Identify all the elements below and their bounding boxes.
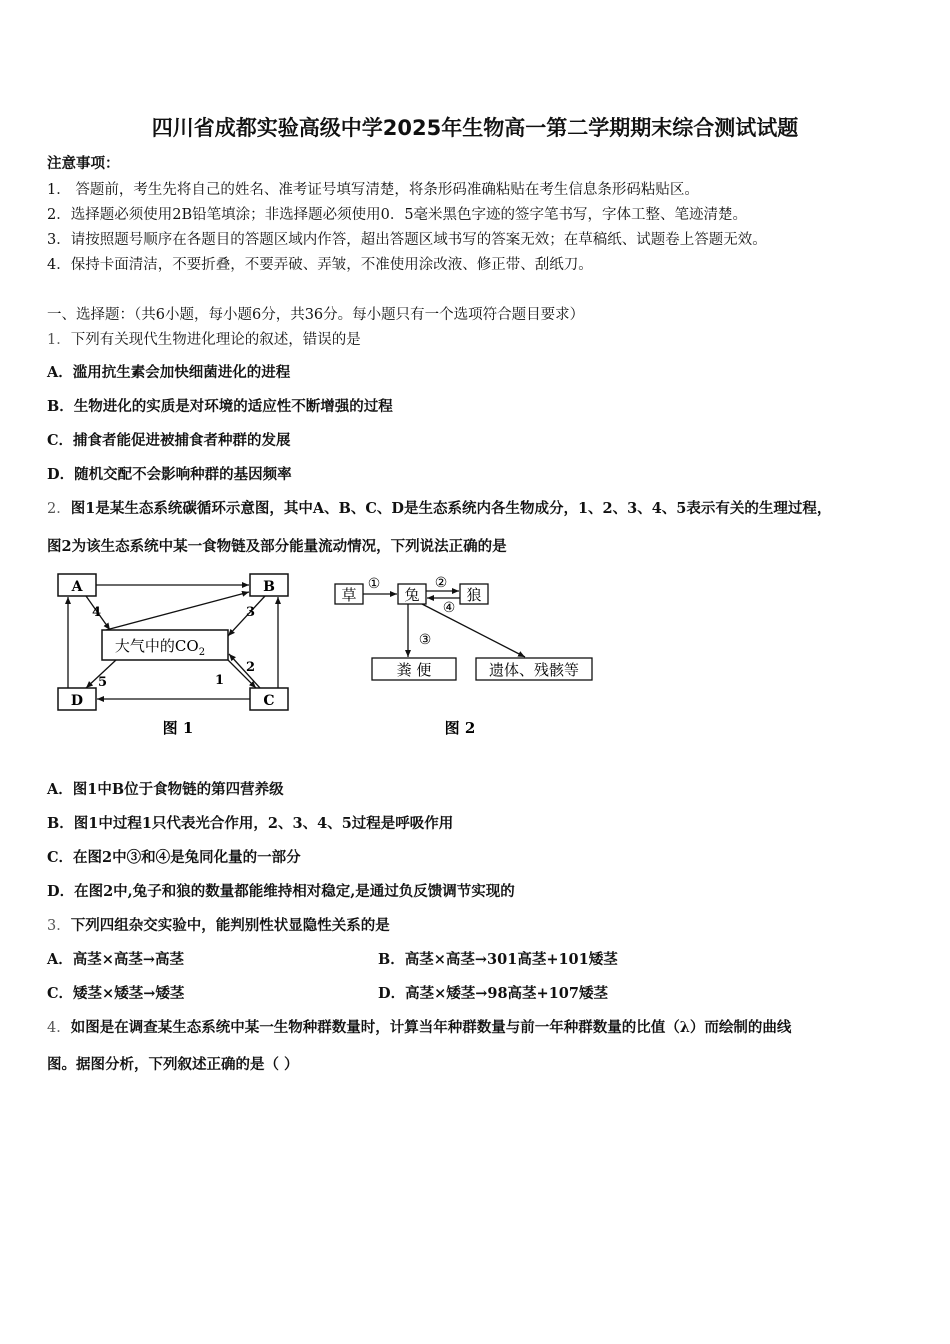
question-stem: 下列有关现代生物进化理论的叙述，错误的是 — [70, 332, 361, 348]
q1-option-b: B．生物进化的实质是对环境的适应性不断增强的过程 — [47, 398, 393, 415]
q1-option-a: A．滥用抗生素会加快细菌进化的进程 — [47, 364, 291, 381]
node-c-label: C — [263, 693, 275, 709]
question-4 — [47, 1016, 791, 1037]
question-number: 3． — [47, 918, 71, 934]
q2-option-b: B．图1中过程1只代表光合作用，2、3、4、5过程是呼吸作用 — [47, 815, 454, 832]
remains-label: 遗体、残骸等 — [488, 661, 580, 679]
circle-4-label: ④ — [442, 600, 456, 616]
section-heading: 一、选择题：（共6小题，每小题6分，共36分。每小题只有一个选项符合题目要求） — [47, 307, 585, 323]
q2-option-a: A．图1中B位于食物链的第四营养级 — [47, 781, 284, 798]
process-4-label: 4 — [92, 605, 102, 620]
circle-1-label: ① — [367, 576, 381, 592]
q2-option-c: C．在图2中③和④是兔同化量的一部分 — [47, 849, 301, 866]
q3-option-a: A．高茎×高茎→高茎 — [47, 951, 185, 968]
process-1-label: 1 — [215, 673, 225, 688]
node-a-label: A — [71, 579, 83, 595]
figure-2-caption: 图 2 — [444, 719, 476, 737]
circle-2-label: ② — [434, 575, 448, 591]
question-number: 1． — [47, 332, 71, 348]
q2-option-d: D．在图2中,兔子和狼的数量都能维持相对稳定,是通过负反馈调节实现的 — [47, 883, 515, 900]
feces-label: 粪 便 — [396, 661, 432, 679]
process-5-label: 5 — [98, 675, 108, 690]
rabbit-label: 兔 — [404, 586, 420, 604]
question-1 — [47, 328, 361, 349]
grass-label: 草 — [341, 586, 357, 604]
q3-option-b: B．高茎×高茎→301高茎+101矮茎 — [378, 951, 618, 968]
figure-1-caption: 图 1 — [162, 719, 194, 737]
question-2 — [47, 497, 831, 518]
figure-2-food-chain — [330, 568, 600, 743]
notice-item-4: 4．保持卡面清洁，不要折叠，不要弄破、弄皱，不准使用涂改液、修正带、刮纸刀。 — [47, 257, 593, 273]
circle-3-label: ③ — [418, 632, 432, 648]
node-b-label: B — [263, 579, 275, 595]
question-stem-line-1: 如图是在调查某生态系统中某一生物种群数量时，计算当年种群数量与前一年种群数量的比值（λ）而绘制的曲线 — [70, 1019, 792, 1036]
atmosphere-co2-label: 大气中的$CO_2$ — [114, 637, 206, 658]
node-d-label: D — [70, 693, 84, 709]
q3-option-d: D．高茎×矮茎→98高茎+107矮茎 — [378, 985, 608, 1002]
notice-heading: 注意事项： — [47, 155, 120, 172]
question-4-line-2: 图。据图分析，下列叙述正确的是（ ） — [47, 1056, 299, 1073]
question-3 — [47, 914, 390, 935]
question-stem: 下列四组杂交实验中，能判别性状显隐性关系的是 — [70, 917, 390, 934]
q3-option-c: C．矮茎×矮茎→矮茎 — [47, 985, 185, 1002]
process-3-label: 3 — [246, 605, 256, 620]
q1-option-d: D．随机交配不会影响种群的基因频率 — [47, 466, 292, 483]
wolf-label: 狼 — [466, 586, 482, 604]
notice-item-1: 1． 答题前，考生先将自己的姓名、准考证号填写清楚，将条形码准确粘贴在考生信息条形码粘贴区。 — [47, 182, 699, 198]
process-2-label: 2 — [246, 660, 256, 675]
q1-option-c: C．捕食者能促进被捕食者种群的发展 — [47, 432, 291, 449]
question-number: 4． — [47, 1020, 71, 1036]
notice-item-2: 2．选择题必须使用2B铅笔填涂；非选择题必须使用0．5毫米黑色字迹的签字笔书写，字体工整、笔迹清楚。 — [47, 207, 748, 223]
question-2-line-2: 图2为该生态系统中某一食物链及部分能量流动情况，下列说法正确的是 — [47, 538, 507, 555]
notice-item-3: 3．请按照题号顺序在各题目的答题区域内作答，超出答题区域书写的答案无效；在草稿纸、试题卷上答题无效。 — [47, 232, 767, 248]
question-number: 2． — [47, 501, 71, 517]
question-stem-line-1: 图1是某生态系统碳循环示意图，其中A、B、C、D是生态系统内各生物成分，1、2、3、4、5表示有关的生理过程， — [70, 500, 832, 517]
exam-title: 四川省成都实验高级中学2025年生物高一第二学期期末综合测试试题 — [151, 116, 799, 140]
figure-1-carbon-cycle — [50, 568, 300, 743]
